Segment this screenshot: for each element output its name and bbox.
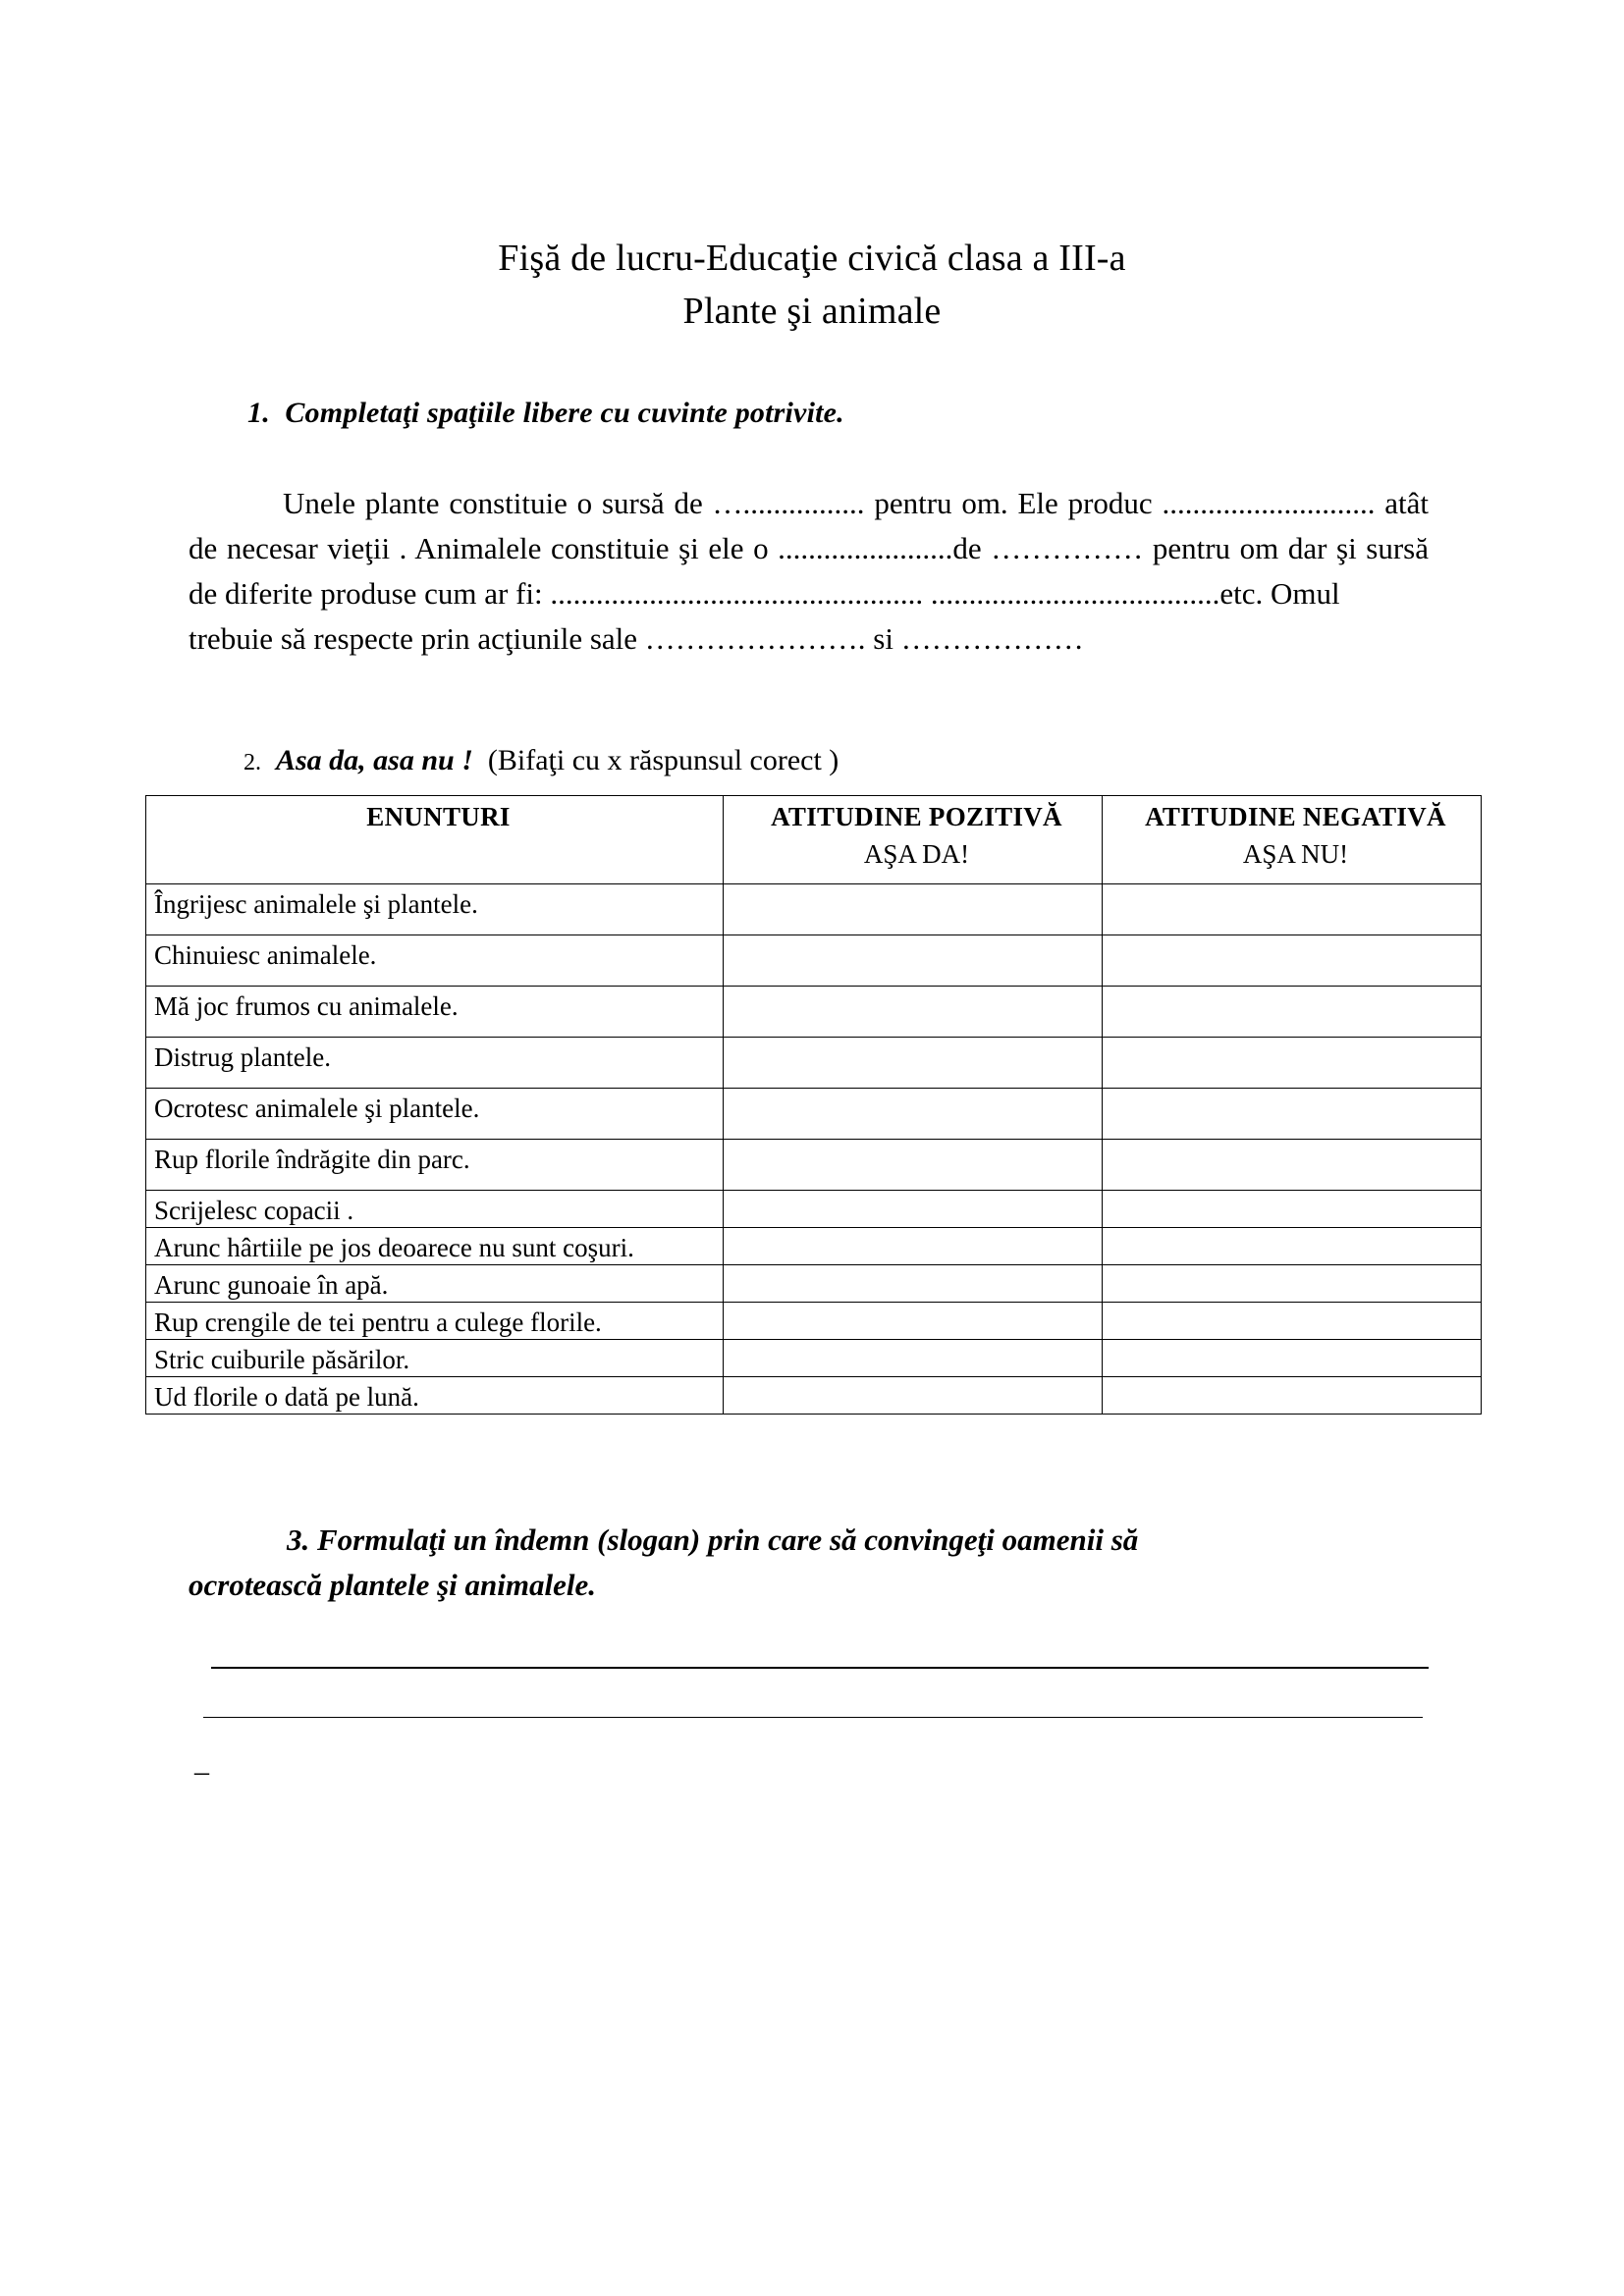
table-row <box>146 1303 1482 1340</box>
statement-cell: Scrijelesc copacii . <box>146 1191 724 1228</box>
exercise-1-heading <box>247 397 844 430</box>
table-row <box>146 1265 1482 1303</box>
exercise-3-heading-line-1: 3. Formulaţi un îndemn (slogan) prin care să convingeţi oamenii să <box>287 1522 1139 1557</box>
exercise-1-number: 1. <box>247 397 270 429</box>
statement-cell: Rup crengile de tei pentru a culege florile. <box>146 1303 724 1340</box>
exercise-3-heading <box>189 1518 1431 1608</box>
negative-answer-cell[interactable] <box>1103 1089 1482 1140</box>
table-header-cell-1 <box>146 796 724 884</box>
exercise-2-heading-plain: (Bifaţi cu x răspunsul corect ) <box>487 744 839 776</box>
answer-rule-1 <box>211 1667 1429 1669</box>
exercise-3-heading-line-2: ocrotească plantele şi animalele. <box>189 1568 597 1602</box>
negative-answer-cell[interactable] <box>1103 1377 1482 1415</box>
table-header-title: ENUNTURI <box>366 802 511 831</box>
positive-answer-cell[interactable] <box>724 1340 1103 1377</box>
negative-answer-cell[interactable] <box>1103 884 1482 935</box>
exercise-2-heading <box>244 744 839 777</box>
table-header-row <box>146 796 1482 884</box>
table-row <box>146 987 1482 1038</box>
statement-cell: Stric cuiburile păsărilor. <box>146 1340 724 1377</box>
page-title <box>0 232 1624 338</box>
negative-answer-cell[interactable] <box>1103 1340 1482 1377</box>
table-header-subtitle <box>154 834 723 874</box>
exercise-1-body-text: Unele plante constituie o sursă de …................ pentru om. Ele produc ............................ atât de necesar vieţii . Animalele constituie şi ele o .......................de …………… pentru om dar şi sursă de diferite produse cum ar fi: ................................................. ......................................etc. Omul <box>189 486 1429 611</box>
positive-answer-cell[interactable] <box>724 1377 1103 1415</box>
exercise-2-heading-bold: Asa da, asa nu ! <box>276 744 473 776</box>
table-row <box>146 1140 1482 1191</box>
title-line-2: Plante şi animale <box>682 291 942 332</box>
answer-rule-2 <box>203 1717 1423 1718</box>
attitudes-table <box>145 795 1482 1415</box>
title-line-1: Fişă de lucru-Educaţie civică clasa a III-a <box>498 238 1126 279</box>
positive-answer-cell[interactable] <box>724 987 1103 1038</box>
table-header-title: ATITUDINE POZITIVĂ <box>771 802 1062 831</box>
table-header-cell-2 <box>724 796 1103 884</box>
negative-answer-cell[interactable] <box>1103 1303 1482 1340</box>
statement-cell: Mă joc frumos cu animalele. <box>146 987 724 1038</box>
table-row <box>146 1377 1482 1415</box>
exercise-2-number: 2. <box>244 750 261 775</box>
table-header-subtitle: AŞA DA! <box>863 839 970 869</box>
positive-answer-cell[interactable] <box>724 935 1103 987</box>
table-header-cell-3 <box>1103 796 1482 884</box>
negative-answer-cell[interactable] <box>1103 935 1482 987</box>
positive-answer-cell[interactable] <box>724 1140 1103 1191</box>
statement-cell: Rup florile îndrăgite din parc. <box>146 1140 724 1191</box>
table-row <box>146 884 1482 935</box>
table-header-title: ATITUDINE NEGATIVĂ <box>1145 802 1446 831</box>
statement-cell: Arunc gunoaie în apă. <box>146 1265 724 1303</box>
positive-answer-cell[interactable] <box>724 1265 1103 1303</box>
table-header-subtitle: AŞA NU! <box>1242 839 1349 869</box>
statement-cell: Ocrotesc animalele şi plantele. <box>146 1089 724 1140</box>
positive-answer-cell[interactable] <box>724 1038 1103 1089</box>
statement-cell: Îngrijesc animalele şi plantele. <box>146 884 724 935</box>
table-row <box>146 935 1482 987</box>
exercise-1-heading-text: Completaţi spaţiile libere cu cuvinte potrivite. <box>285 397 844 429</box>
positive-answer-cell[interactable] <box>724 1303 1103 1340</box>
positive-answer-cell[interactable] <box>724 1089 1103 1140</box>
answer-dash-mark: _ <box>194 1745 209 1778</box>
negative-answer-cell[interactable] <box>1103 1228 1482 1265</box>
attitudes-table-wrapper <box>145 795 1481 1415</box>
statement-cell: Chinuiesc animalele. <box>146 935 724 987</box>
exercise-1-body <box>189 481 1429 662</box>
negative-answer-cell[interactable] <box>1103 1038 1482 1089</box>
negative-answer-cell[interactable] <box>1103 1140 1482 1191</box>
table-row <box>146 1089 1482 1140</box>
statement-cell: Distrug plantele. <box>146 1038 724 1089</box>
negative-answer-cell[interactable] <box>1103 1265 1482 1303</box>
table-row <box>146 1228 1482 1265</box>
exercise-1-body-last-line: trebuie să respecte prin acţiunile sale …………………. si ……………… <box>189 621 1084 656</box>
negative-answer-cell[interactable] <box>1103 987 1482 1038</box>
table-row <box>146 1038 1482 1089</box>
positive-answer-cell[interactable] <box>724 1228 1103 1265</box>
positive-answer-cell[interactable] <box>724 1191 1103 1228</box>
statement-cell: Arunc hârtiile pe jos deoarece nu sunt coşuri. <box>146 1228 724 1265</box>
negative-answer-cell[interactable] <box>1103 1191 1482 1228</box>
table-row <box>146 1340 1482 1377</box>
positive-answer-cell[interactable] <box>724 884 1103 935</box>
statement-cell: Ud florile o dată pe lună. <box>146 1377 724 1415</box>
table-row <box>146 1191 1482 1228</box>
